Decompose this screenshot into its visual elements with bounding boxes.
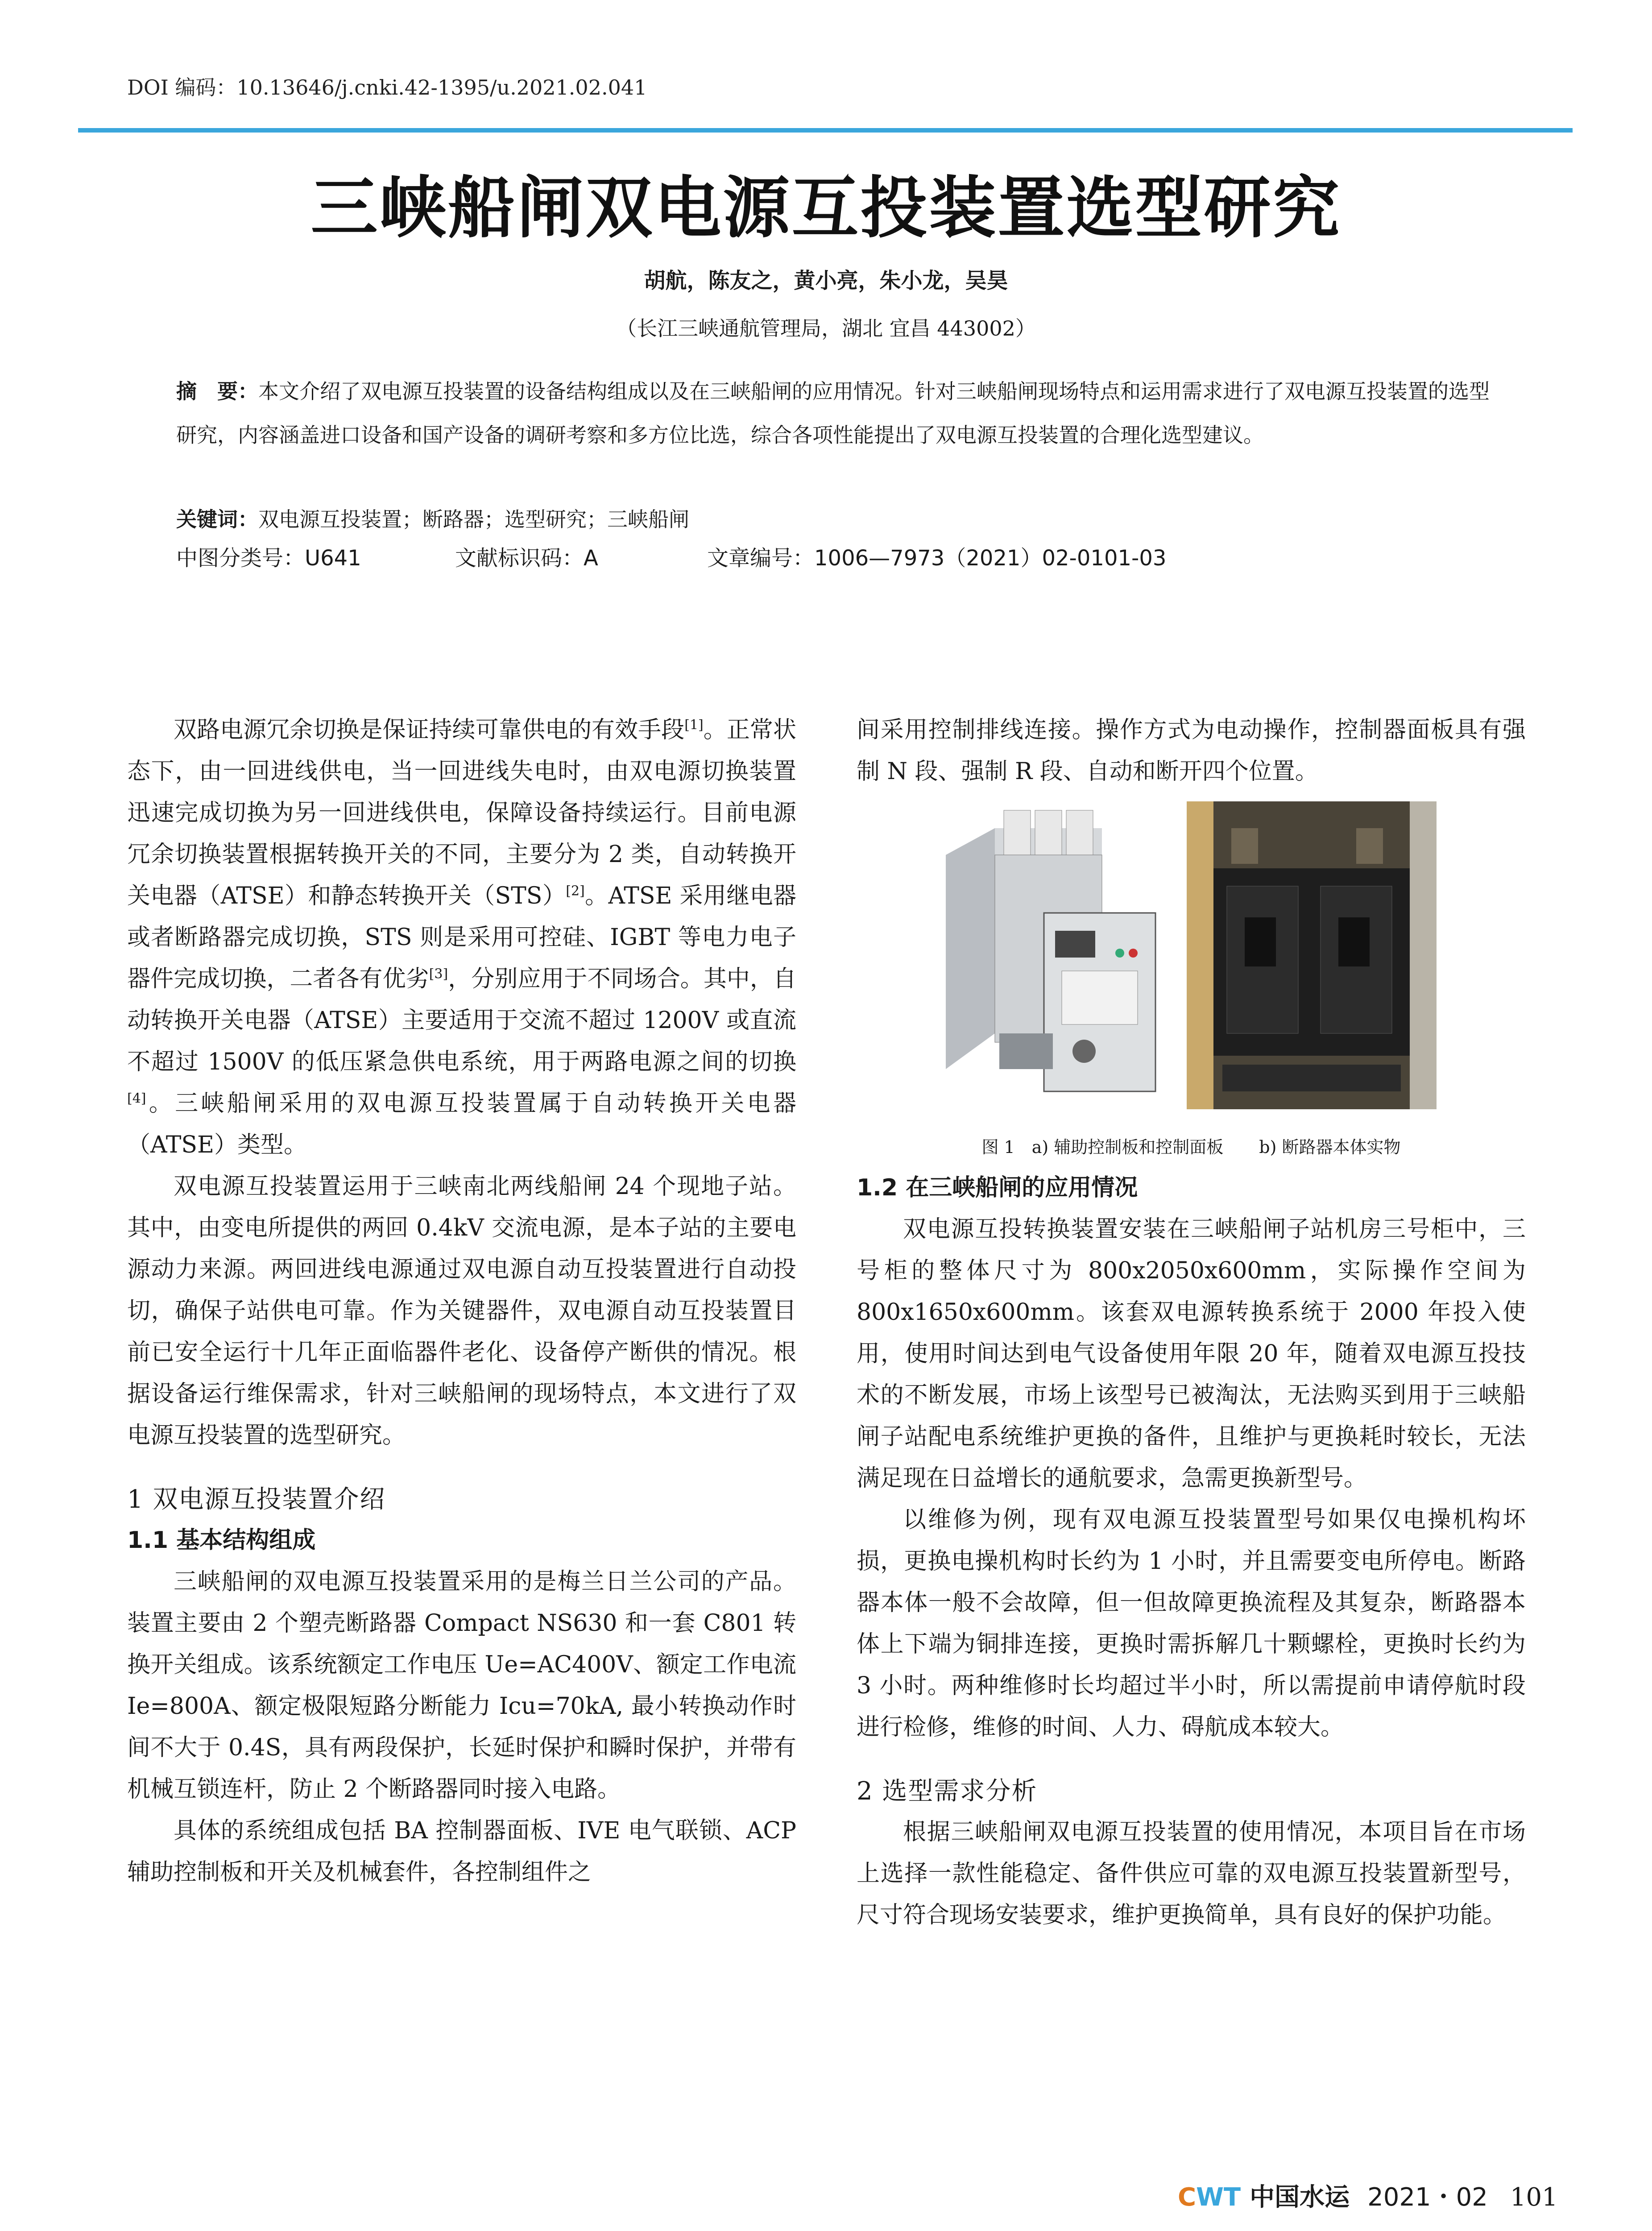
keywords-label: 关键词： [176,507,258,531]
right-column [857,709,1526,1936]
subsection-heading-1-2: 1.2 在三峡船闸的应用情况 [857,1174,1138,1201]
citation-ref: [2] [566,883,585,899]
figure-caption-b: b) 断路器本体实物 [1259,1137,1401,1157]
figure-caption-a: 图 1 a) 辅助控制板和控制面板 [981,1137,1224,1157]
clc-number: 中图分类号：U641 [176,546,361,571]
keywords-text: 双电源互投装置；断路器；选型研究；三峡船闸 [258,507,689,531]
citation-ref: [1] [684,717,704,733]
paragraph: 具体的系统组成包括 BA 控制器面板、IVE 电气联锁、ACP 辅助控制板和开关及机械套件，各控制组件之 [127,1817,796,1886]
section-heading-1: 1 双电源互投装置介绍 [127,1485,386,1514]
citation-ref: [4] [127,1091,146,1107]
figure-1 [857,792,1526,1132]
document-code: 文献标识码：A [455,546,598,571]
author-list: 胡航，陈友之，黄小亮，朱小龙，吴昊 [644,268,1008,293]
paragraph: 根据三峡船闸双电源互投装置的使用情况，本项目旨在市场上选择一款性能稳定、备件供应可靠的双电源互投装置新型号，尺寸符合现场安装要求，维护更换简单，具有良好的保护功能。 [857,1819,1526,1928]
issue-number: 2021・02 [1367,2183,1488,2212]
journal-logo: CWT [1178,2183,1241,2212]
journal-name: 中国水运 [1250,2182,1350,2212]
affiliation: （长江三峡通航管理局，湖北 宜昌 443002） [616,316,1036,340]
left-column [127,709,796,1893]
page-footer [1178,2177,1558,2213]
figure-1b-image [1187,801,1437,1109]
section-heading-2: 2 选型需求分析 [857,1777,1038,1806]
doi-line: DOI 编码：10.13646/j.cnki.42-1395/u.2021.02.041 [127,75,647,100]
paragraph: 双电源互投转换装置安装在三峡船闸子站机房三号柜中，三号柜的整体尺寸为 800x2050x600mm，实际操作空间为 800x1650x600mm。该套双电源转换系统于 2000 年投入使用，使用时间达到电气设备使用年限 20 年，随着双电源互投技术的不断发展，市场上该型号已被淘汰，无法购买到用于三峡船闸子站配电系统维护更换的备件，且维护与更换耗时较长，无法满足现在日益增长的通航要求，急需更换新型号。 [857,1216,1526,1492]
keywords [176,498,1497,541]
abstract [176,369,1497,457]
paragraph: 以维修为例，现有双电源互投装置型号如果仅电操机构坏损，更换电操机构时长约为 1 小时，并且需要变电所停电。断路器本体一般不会故障，但一但故障更换流程及其复杂，断路器本体上下端为铜排连接，更换时需拆解几十颗螺栓，更换时长约为 3 小时。两种维修时长均超过半小时，所以需提前申请停航时段进行检修，维修的时间、人力、碍航成本较大。 [857,1506,1526,1741]
page-number: 101 [1510,2183,1558,2212]
abstract-label: 摘 要： [176,379,258,403]
header-rule [78,128,1573,133]
article-title: 三峡船闸双电源互投装置选型研究 [311,169,1341,247]
figure-caption [857,1132,1526,1163]
paragraph-intro: 双路电源冗余切换是保证持续可靠供电的有效手段[1]。正常状态下，由一回进线供电，当一回进线失电时，由双电源切换装置迅速完成切换为另一回进线供电，保障设备持续运行。目前电源冗余切换装置根据转换开关的不同，主要分为 2 类，自动转换开关电器（ATSE）和静态转换开关（STS）[2]。ATSE 采用继电器或者断路器完成切换，STS 则是采用可控硅、IGBT 等电力电子器件完成切换，二者各有优劣[3]，分别应用于不同场合。其中，自动转换开关电器（ATSE）主要适用于交流不超过 1200V 或直流不超过 1500V 的低压紧急供电系统，用于两路电源之间的切换[4]。三峡船闸采用的双电源互投装置属于自动转换开关电器（ATSE）类型。 [127,717,797,1158]
paragraph: 双电源互投装置运用于三峡南北两线船闸 24 个现地子站。其中，由变电所提供的两回 0.4kV 交流电源，是本子站的主要电源动力来源。两回进线电源通过双电源自动互投装置进行自动投切，确保子站供电可靠。作为关键器件，双电源自动互投装置目前已安全运行十几年正面临器件老化、设备停产断供的情况。根据设备运行维保需求，针对三峡船闸的现场特点，本文进行了双电源互投装置的选型研究。 [127,1173,796,1449]
article-number: 文章编号：1006—7973（2021）02-0101-03 [707,546,1167,571]
subsection-heading-1-1: 1.1 基本结构组成 [127,1527,316,1554]
abstract-text: 本文介绍了双电源互投装置的设备结构组成以及在三峡船闸的应用情况。针对三峡船闸现场特点和运用需求进行了双电源互投装置的选型研究，内容涵盖进口设备和国产设备的调研考察和多方位比选，综合各项性能提出了双电源互投装置的合理化选型建议。 [176,379,1490,447]
paragraph-continued: 间采用控制排线连接。操作方式为电动操作，控制器面板具有强制 N 段、强制 R 段、自动和断开四个位置。 [857,717,1526,785]
figure-1a-image [941,801,1164,1109]
paragraph: 三峡船闸的双电源互投装置采用的是梅兰日兰公司的产品。装置主要由 2 个塑壳断路器 Compact NS630 和一套 C801 转换开关组成。该系统额定工作电压 Ue=AC400V、额定工作电流 Ie=800A、额定极限短路分断能力 Icu=70kA, 最小转换动作时间不大于 0.4S，具有两段保护，长延时保护和瞬时保护，并带有机械互锁连杆，防止 2 个断路器同时接入电路。 [127,1568,796,1803]
citation-ref: [3] [429,966,448,982]
